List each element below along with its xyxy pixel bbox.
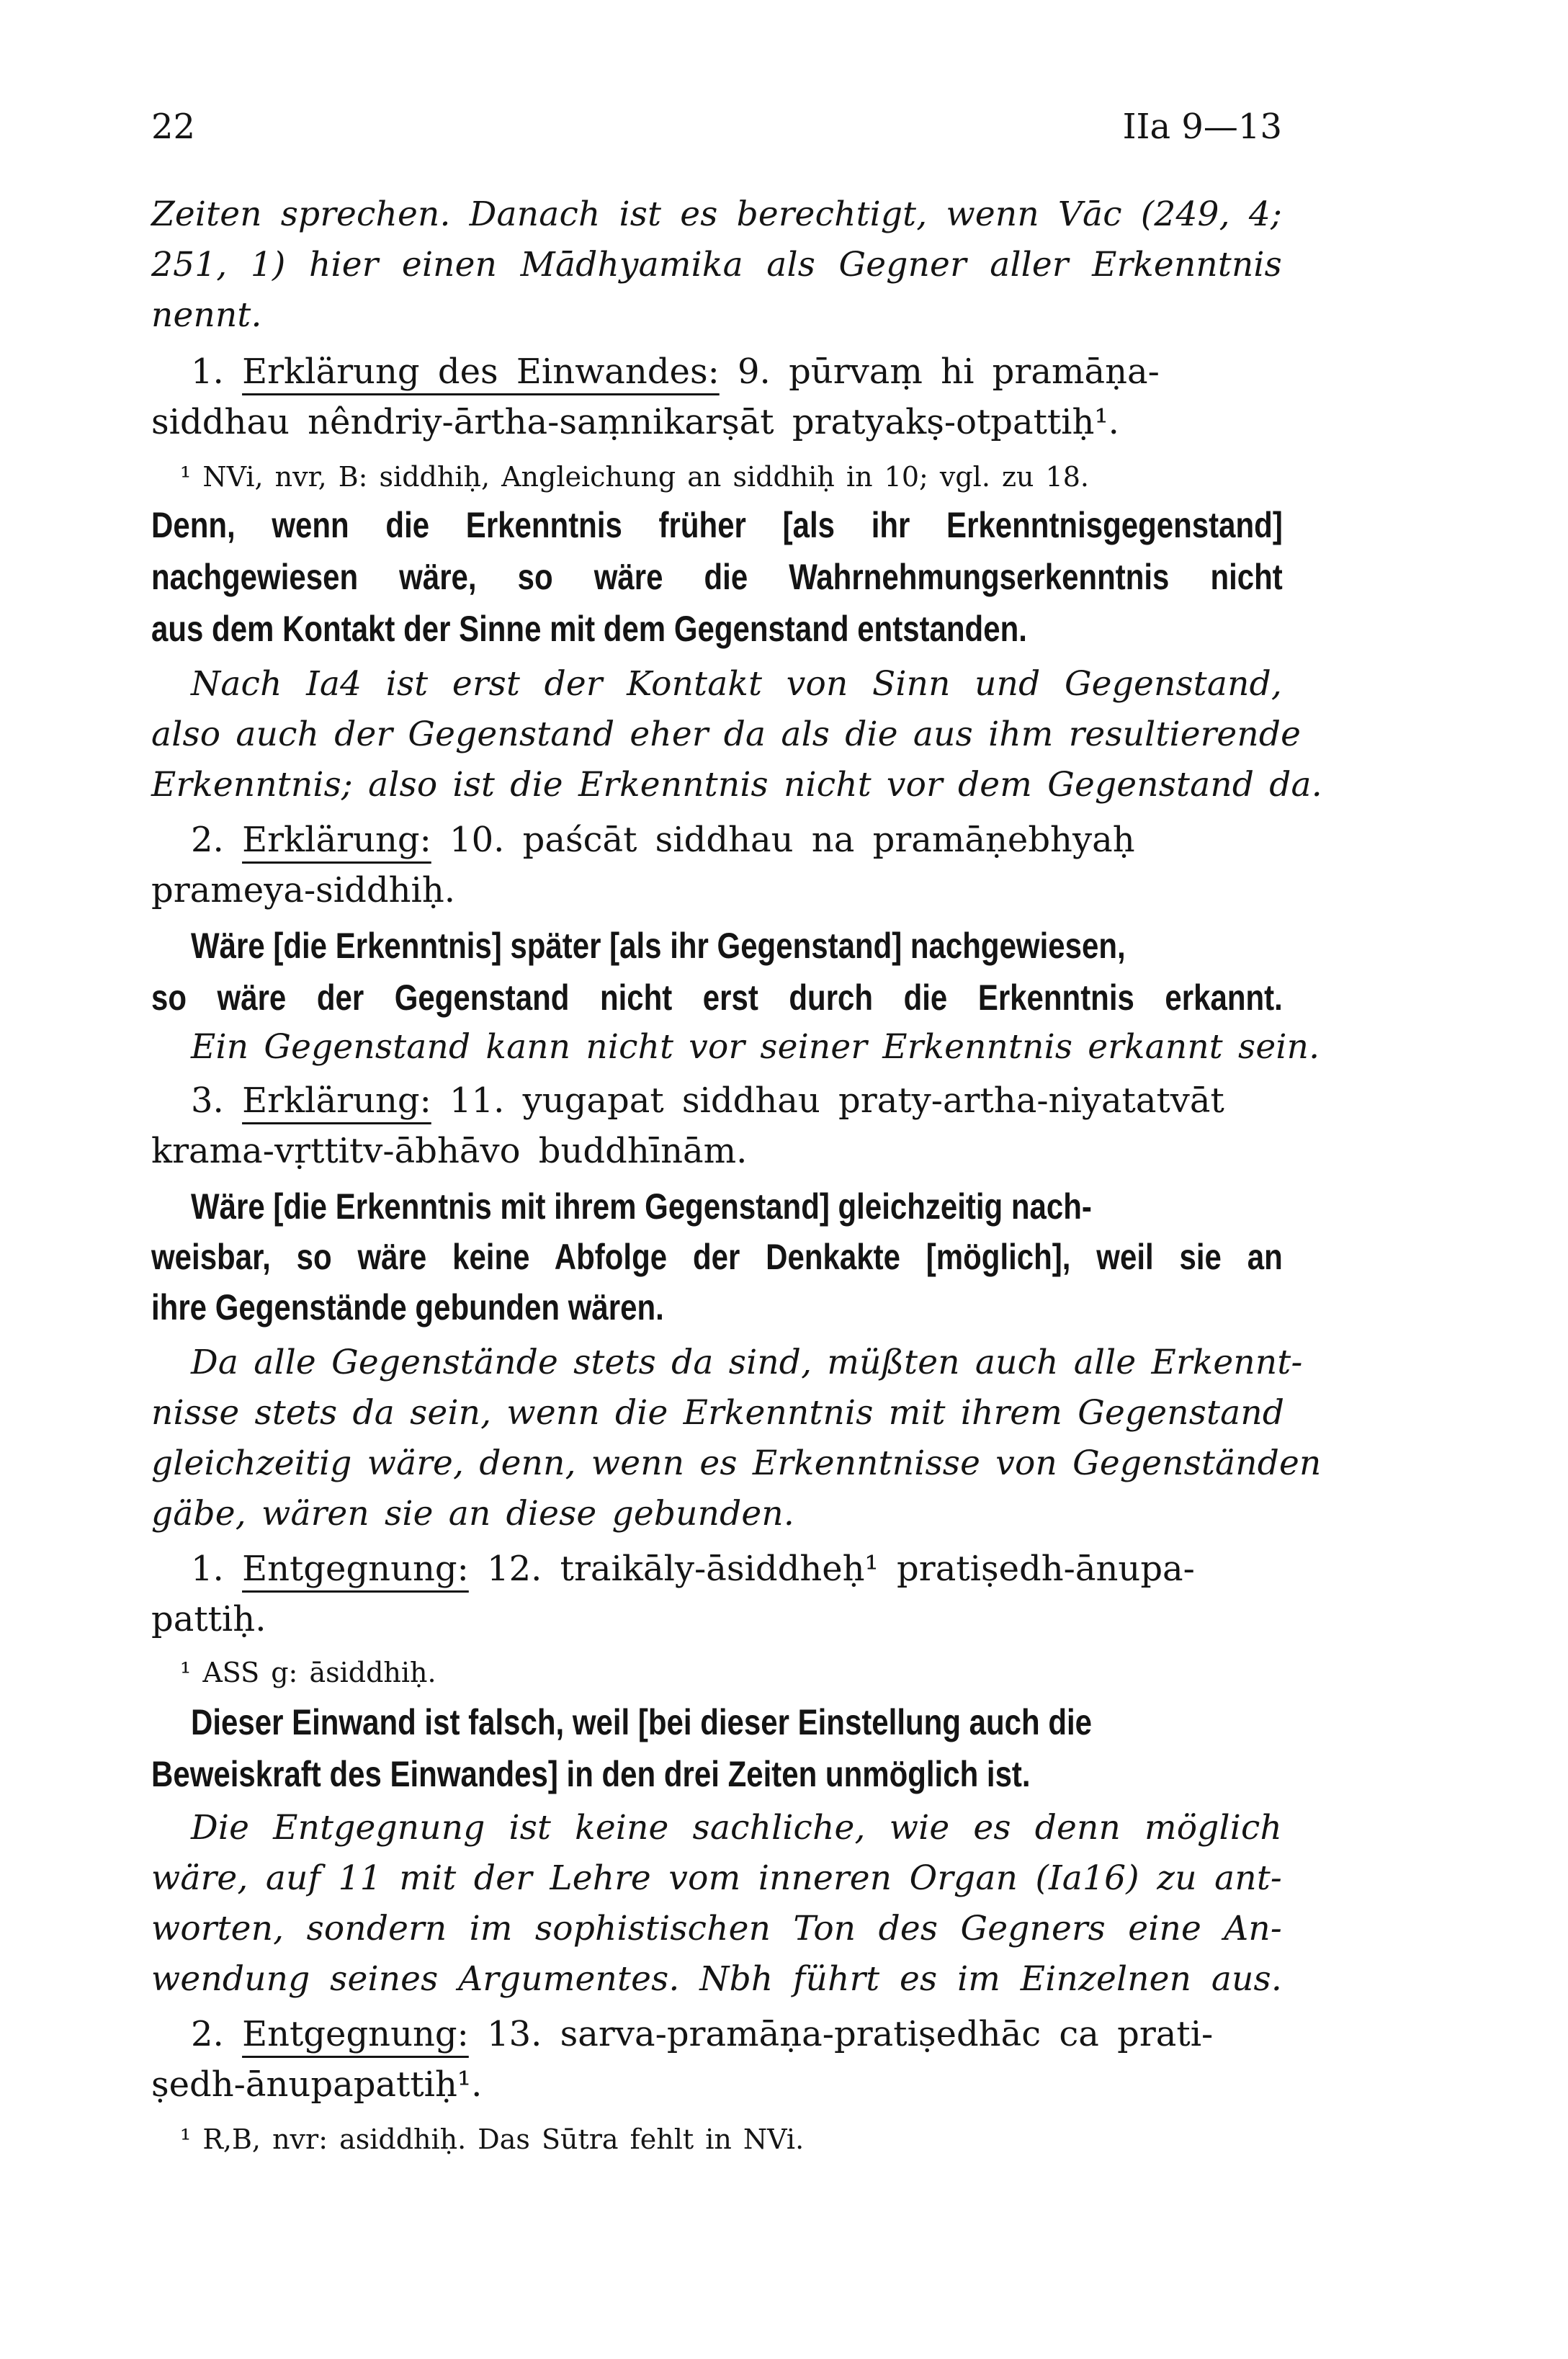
sutra-text: 10. paścāt siddhau na pramāṇebhyaḥ xyxy=(431,820,1135,860)
sutra-number: 1. xyxy=(191,1549,224,1589)
footnote: ¹ R,B, nvr: asiddhiḥ. Das Sūtra fehlt in NVi. xyxy=(180,2123,805,2155)
sutra-label: Entgegnung: xyxy=(242,2014,469,2054)
sutra-line: krama-vṛttitv-ābhāvo buddhīnām. xyxy=(151,1131,748,1171)
translation-line: Dieser Einwand ist falsch, weil [bei dieser Einstellung auch die xyxy=(191,1702,1093,1742)
sutra-label: Erklärung des Einwandes: xyxy=(242,352,720,392)
translation-line: aus dem Kontakt der Sinne mit dem Gegenstand entstanden. xyxy=(151,609,1027,649)
sutra-line: pattiḥ. xyxy=(151,1599,266,1639)
translation-line: Beweiskraft des Einwandes] in den drei Zeiten unmöglich ist. xyxy=(151,1754,1031,1794)
translation-line: Denn, wenn die Erkenntnis früher [als ihr Erkenntnisgegenstand] xyxy=(151,505,1283,545)
translation-line: so wäre der Gegenstand nicht erst durch die Erkenntnis erkannt. xyxy=(151,977,1283,1018)
page-number: 22 xyxy=(151,107,196,147)
commentary-line: nisse stets da sein, wenn die Erkenntnis mit ihrem Gegenstand xyxy=(151,1393,1285,1433)
commentary-line: nennt. xyxy=(151,295,262,335)
translation-line: nachgewiesen wäre, so wäre die Wahrnehmungserkenntnis nicht xyxy=(151,557,1283,597)
commentary-line: gleichzeitig wäre, denn, wenn es Erkenntnisse von Gegenständen xyxy=(151,1443,1322,1483)
sutra-12 xyxy=(191,1549,1282,1589)
sutra-9 xyxy=(191,352,1282,392)
translation-line: Wäre [die Erkenntnis mit ihrem Gegenstand] gleichzeitig nach- xyxy=(191,1186,1092,1227)
sutra-text: 9. pūrvaṃ hi pramāṇa- xyxy=(719,352,1160,392)
sutra-line: ṣedh-ānupapattiḥ¹. xyxy=(151,2064,483,2105)
commentary-line: Zeiten sprechen. Danach ist es berechtigt, wenn Vāc (249, 4; xyxy=(151,194,1282,234)
sutra-number: 2. xyxy=(191,2014,224,2054)
sutra-label: Erklärung: xyxy=(242,1080,431,1121)
commentary-line: wäre, auf 11 mit der Lehre vom inneren Organ (Ia16) zu ant- xyxy=(151,1858,1282,1898)
commentary-line: 251, 1) hier einen Mādhyamika als Gegner aller Erkenntnis xyxy=(151,245,1282,285)
sutra-line: prameya-siddhiḥ. xyxy=(151,870,456,910)
commentary-line: also auch der Gegenstand eher da als die aus ihm resultierende xyxy=(151,715,1302,754)
sutra-number: 3. xyxy=(191,1080,224,1121)
commentary-line: Die Entgegnung ist keine sachliche, wie es denn möglich xyxy=(191,1808,1282,1848)
section-reference: IIa 9—13 xyxy=(1122,107,1282,147)
sutra-number: 2. xyxy=(191,820,224,860)
footnote: ¹ ASS g: āsiddhiḥ. xyxy=(180,1657,436,1688)
commentary-line: Da alle Gegenstände stets da sind, müßten auch alle Erkennt- xyxy=(191,1343,1303,1382)
sutra-number: 1. xyxy=(191,352,224,392)
sutra-text: 13. sarva-pramāṇa-pratiṣedhāc ca prati- xyxy=(468,2014,1214,2054)
sutra-text: 11. yugapat siddhau praty-artha-niyatatvāt xyxy=(431,1080,1224,1121)
commentary-line: Nach Ia4 ist erst der Kontakt von Sinn und Gegenstand, xyxy=(191,664,1282,704)
commentary-line: Ein Gegenstand kann nicht vor seiner Erkenntnis erkannt sein. xyxy=(191,1027,1320,1067)
commentary-line: Erkenntnis; also ist die Erkenntnis nicht vor dem Gegenstand da. xyxy=(151,765,1322,805)
sutra-label: Erklärung: xyxy=(242,820,431,860)
commentary-line: gäbe, wären sie an diese gebunden. xyxy=(151,1494,795,1534)
sutra-text: 12. traikāly-āsiddheḥ¹ pratiṣedh-ānupa- xyxy=(468,1549,1195,1589)
commentary-line: worten, sondern im sophistischen Ton des Gegners eine An- xyxy=(151,1909,1282,1948)
page-header xyxy=(151,107,1282,157)
translation-line: weisbar, so wäre keine Abfolge der Denkakte [möglich], weil sie an xyxy=(151,1237,1283,1277)
sutra-11 xyxy=(191,1080,1282,1121)
sutra-13 xyxy=(191,2014,1282,2054)
footnote: ¹ NVi, nvr, B: siddhiḥ, Angleichung an siddhiḥ in 10; vgl. zu 18. xyxy=(180,461,1089,493)
translation-line: ihre Gegenstände gebunden wären. xyxy=(151,1287,664,1328)
sutra-line: siddhau nêndriy-ārtha-saṃnikarṣāt pratyakṣ-otpattiḥ¹. xyxy=(151,402,1119,442)
translation-line: Wäre [die Erkenntnis] später [als ihr Gegenstand] nachgewiesen, xyxy=(191,926,1126,966)
sutra-label: Entgegnung: xyxy=(242,1549,469,1589)
commentary-line: wendung seines Argumentes. Nbh führt es im Einzelnen aus. xyxy=(151,1959,1282,1999)
sutra-10 xyxy=(191,820,1282,860)
